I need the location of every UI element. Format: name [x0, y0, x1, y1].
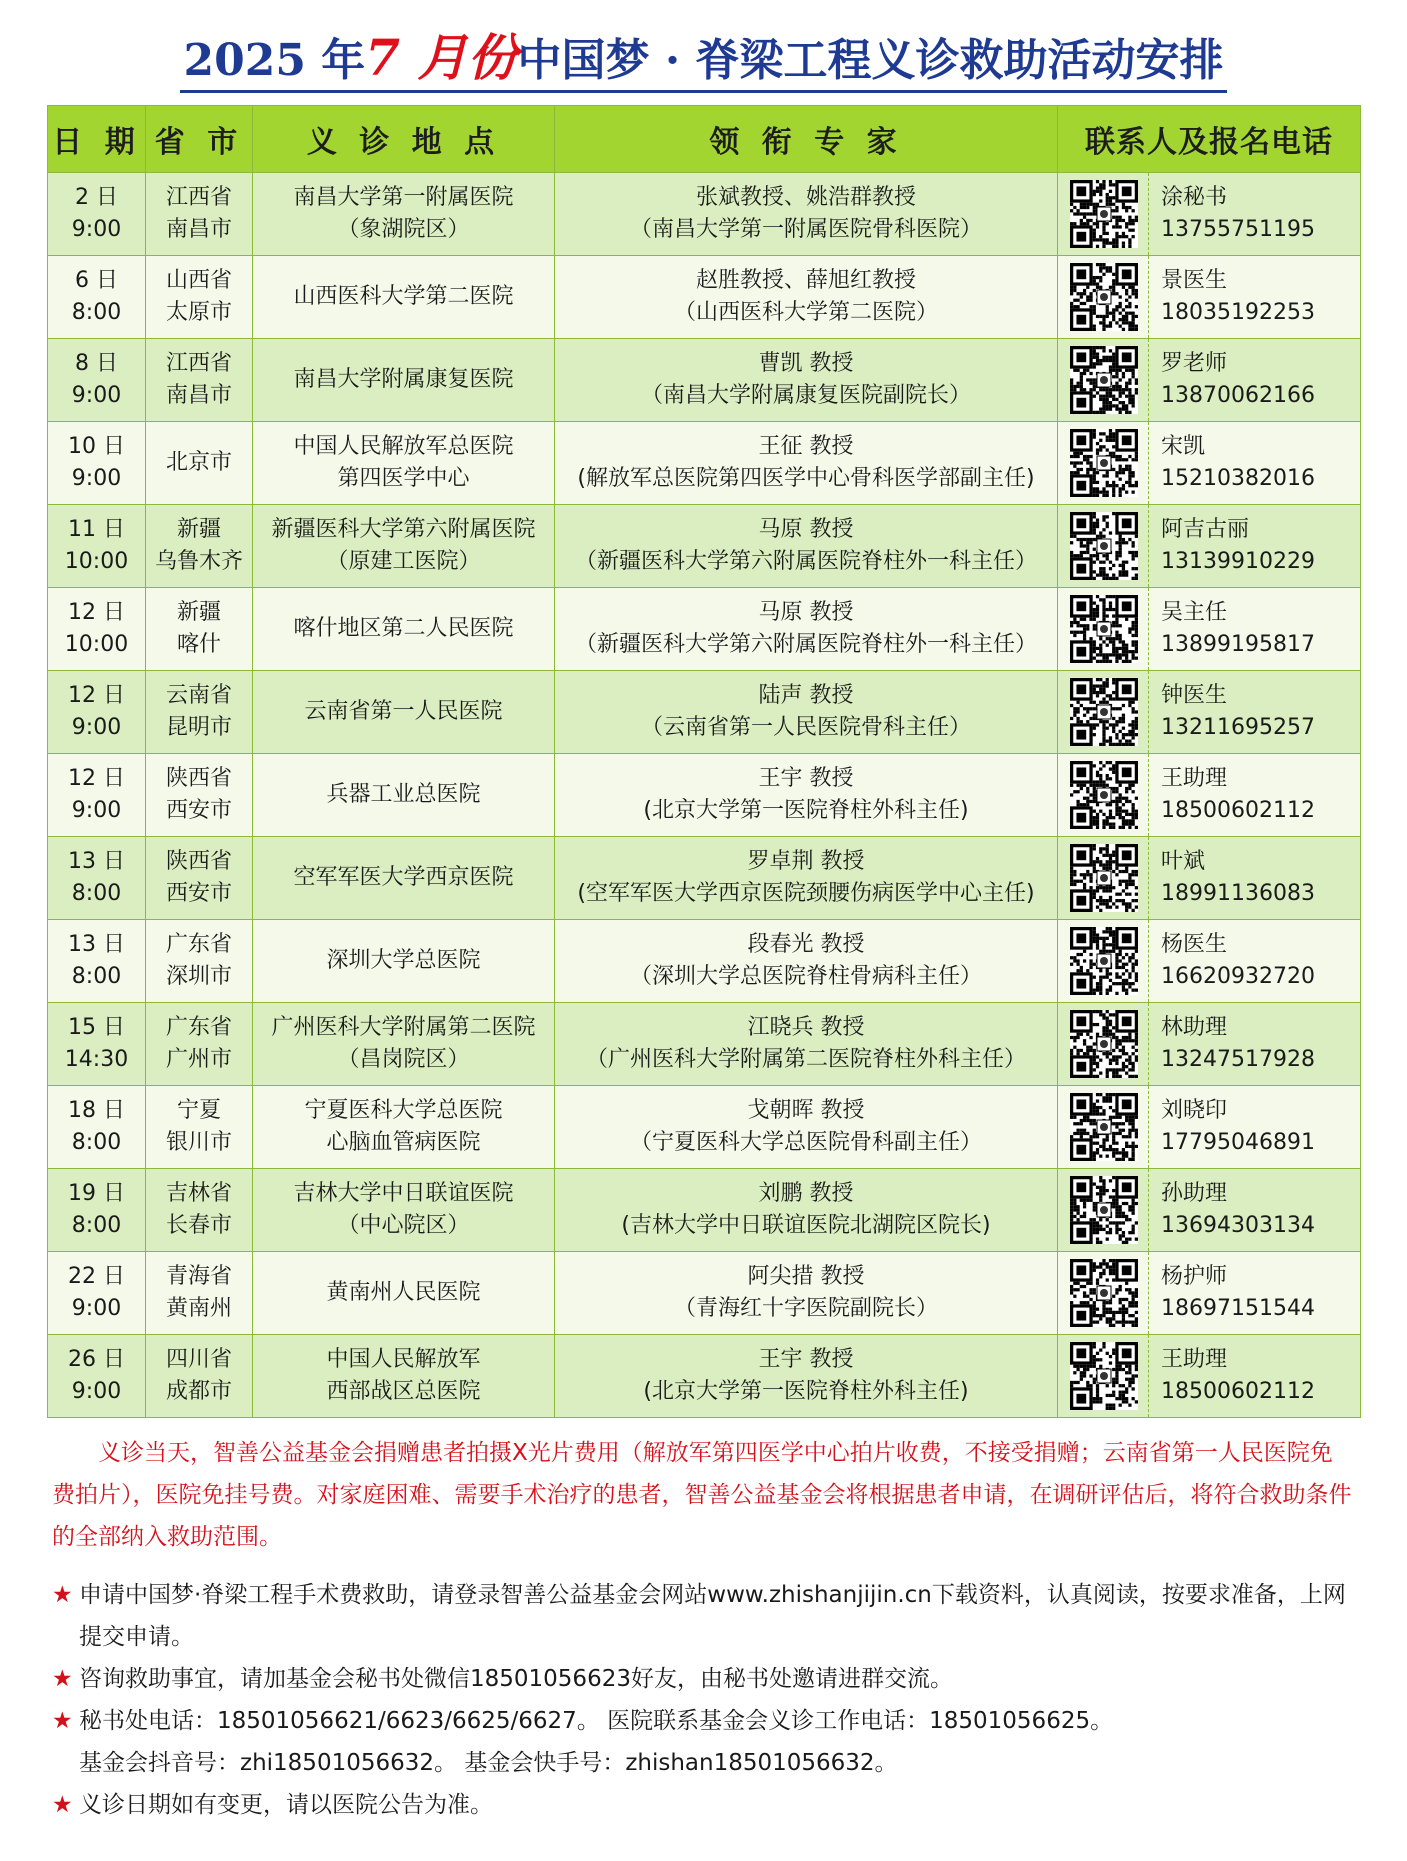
cell-contact [1058, 837, 1361, 920]
cell-contact [1058, 754, 1361, 837]
time: 9:00 [71, 1296, 122, 1321]
contact-name: 林助理 [1161, 1015, 1228, 1040]
city: 南昌市 [165, 383, 232, 408]
location-line1: 中国人民解放军总医院 [293, 434, 514, 459]
time: 8:00 [71, 1213, 122, 1238]
city: 乌鲁木齐 [154, 549, 243, 574]
cell-contact [1058, 505, 1361, 588]
info-item-changes [52, 1784, 1362, 1826]
contact-phone: 13211695257 [1161, 715, 1315, 740]
expert-name: 王宇 教授 [758, 1347, 854, 1372]
qr-code-icon [1070, 429, 1138, 497]
table-row [48, 588, 1361, 671]
time: 9:00 [71, 798, 122, 823]
cell-location [253, 1086, 555, 1169]
contact-phone: 16620932720 [1161, 964, 1315, 989]
cell-contact [1058, 173, 1361, 256]
cell-location [253, 1169, 555, 1252]
province: 山西省 [165, 268, 232, 293]
expert-name: 赵胜教授、薛旭红教授 [695, 268, 916, 293]
time: 8:00 [71, 964, 122, 989]
info-item-social [52, 1742, 1362, 1784]
location-line1: 南昌大学第一附属医院 [293, 185, 514, 210]
cell-expert [555, 754, 1058, 837]
location-line2: 心脑血管病医院 [326, 1130, 481, 1155]
time: 10:00 [64, 549, 129, 574]
city: 南昌市 [165, 217, 232, 242]
table-row [48, 339, 1361, 422]
expert-name: 王征 教授 [758, 434, 854, 459]
contact-phone: 13694303134 [1161, 1213, 1315, 1238]
cell-date [48, 1086, 146, 1169]
cell-date [48, 505, 146, 588]
cell-location [253, 1335, 555, 1418]
expert-title: （宁夏医科大学总医院骨科副主任） [629, 1130, 982, 1155]
cell-expert [555, 173, 1058, 256]
location-line2: （昌岗院区） [337, 1047, 470, 1072]
expert-title: （云南省第一人民医院骨科主任） [640, 715, 971, 740]
cell-province-city [146, 173, 253, 256]
province: 新疆 [176, 600, 221, 625]
table-header-row [48, 106, 1361, 173]
location-line2: （象湖院区） [337, 217, 470, 242]
qr-code-icon [1070, 512, 1138, 580]
location-line1: 新疆医科大学第六附属医院 [271, 517, 536, 542]
contact-phone: 18991136083 [1161, 881, 1315, 906]
cell-date [48, 173, 146, 256]
contact-phone: 17795046891 [1161, 1130, 1315, 1155]
city: 西安市 [165, 881, 232, 906]
cell-expert [555, 1003, 1058, 1086]
contact-name: 孙助理 [1161, 1181, 1228, 1206]
cell-location [253, 837, 555, 920]
expert-title: （南昌大学附属康复医院副院长） [640, 383, 971, 408]
table-row [48, 837, 1361, 920]
header-expert: 领 衔 专 家 [555, 106, 1058, 173]
cell-contact [1058, 422, 1361, 505]
time: 8:00 [71, 300, 122, 325]
table-row [48, 754, 1361, 837]
day: 18 日 [68, 1098, 125, 1123]
expert-title: （深圳大学总医院脊柱骨病科主任） [629, 964, 982, 989]
contact-name: 宋凯 [1161, 434, 1206, 459]
time: 9:00 [71, 715, 122, 740]
city: 深圳市 [165, 964, 232, 989]
table-row [48, 505, 1361, 588]
location-line1: 黄南州人民医院 [326, 1280, 481, 1305]
cell-expert [555, 920, 1058, 1003]
table-row [48, 256, 1361, 339]
contact-phone: 13755751195 [1161, 217, 1315, 242]
cell-expert [555, 837, 1058, 920]
cell-date [48, 1169, 146, 1252]
title-prefix: 2025 年 [183, 35, 366, 86]
expert-title: （新疆医科大学第六附属医院脊柱外一科主任） [574, 549, 1037, 574]
contact-phone: 13899195817 [1161, 632, 1315, 657]
contact-phone: 15210382016 [1161, 466, 1315, 491]
expert-title: (解放军总医院第四医学中心骨科医学部副主任) [577, 466, 1035, 491]
cell-contact [1058, 920, 1361, 1003]
header-date: 日 期 [48, 106, 146, 173]
expert-name: 陆声 教授 [758, 683, 854, 708]
city: 黄南州 [165, 1296, 232, 1321]
qr-code-icon [1070, 1259, 1138, 1327]
cell-contact [1058, 1252, 1361, 1335]
qr-code-icon [1070, 844, 1138, 912]
cell-province-city [146, 422, 253, 505]
province: 北京市 [165, 450, 232, 475]
location-line1: 空军军医大学西京医院 [293, 865, 514, 890]
cell-expert [555, 1086, 1058, 1169]
cell-province-city [146, 1252, 253, 1335]
expert-title: （青海红十字医院副院长） [673, 1296, 938, 1321]
time: 14:30 [64, 1047, 129, 1072]
day: 15 日 [68, 1015, 125, 1040]
cell-expert [555, 339, 1058, 422]
expert-name: 王宇 教授 [758, 766, 854, 791]
contact-name: 罗老师 [1161, 351, 1228, 376]
contact-name: 叶斌 [1161, 849, 1206, 874]
city: 银川市 [165, 1130, 232, 1155]
cell-location [253, 920, 555, 1003]
location-line2: 西部战区总医院 [326, 1379, 481, 1404]
title-month: 7 月份 [365, 28, 518, 87]
qr-code-icon [1070, 346, 1138, 414]
table-row [48, 1169, 1361, 1252]
cell-province-city [146, 754, 253, 837]
day: 26 日 [68, 1347, 125, 1372]
expert-name: 张斌教授、姚浩群教授 [695, 185, 916, 210]
location-line2: 第四医学中心 [337, 466, 470, 491]
location-line1: 喀什地区第二人民医院 [293, 616, 514, 641]
cell-date [48, 256, 146, 339]
day: 12 日 [68, 766, 125, 791]
cell-province-city [146, 1003, 253, 1086]
table-row [48, 1003, 1361, 1086]
cell-expert [555, 1252, 1058, 1335]
time: 9:00 [71, 466, 122, 491]
qr-code-icon [1070, 1093, 1138, 1161]
province: 陕西省 [165, 766, 232, 791]
cell-location [253, 505, 555, 588]
contact-name: 王助理 [1161, 1347, 1228, 1372]
expert-title: （山西医科大学第二医院） [673, 300, 938, 325]
location-line2: （中心院区） [337, 1213, 470, 1238]
qr-code-icon [1070, 180, 1138, 248]
qr-code-icon [1070, 1176, 1138, 1244]
province: 陕西省 [165, 849, 232, 874]
province: 江西省 [165, 185, 232, 210]
contact-phone: 18500602112 [1161, 798, 1315, 823]
cell-province-city [146, 1086, 253, 1169]
info-text: 申请中国梦·脊梁工程手术费救助，请登录智善公益基金会网站www.zhishanjijin.cn下载资料，认真阅读，按要求准备，上网提交申请。 [79, 1582, 1346, 1650]
day: 2 日 [75, 185, 118, 210]
info-text: 义诊日期如有变更，请以医院公告为准。 [79, 1792, 493, 1818]
province: 广东省 [165, 1015, 232, 1040]
contact-name: 吴主任 [1161, 600, 1228, 625]
cell-province-city [146, 671, 253, 754]
day: 13 日 [68, 932, 125, 957]
info-text: 基金会抖音号：zhi18501056632。 基金会快手号：zhishan18501056632。 [79, 1750, 898, 1776]
expert-name: 江晓兵 教授 [747, 1015, 865, 1040]
cell-date [48, 837, 146, 920]
contact-name: 涂秘书 [1161, 185, 1228, 210]
expert-name: 戈朝晖 教授 [747, 1098, 865, 1123]
contact-name: 杨护师 [1161, 1264, 1228, 1289]
info-text: 咨询救助事宜，请加基金会秘书处微信18501056623好友，由秘书处邀请进群交流。 [79, 1666, 953, 1692]
info-list [52, 1574, 1362, 1826]
cell-expert [555, 1335, 1058, 1418]
cell-location [253, 671, 555, 754]
expert-name: 马原 教授 [758, 600, 854, 625]
province: 云南省 [165, 683, 232, 708]
day: 11 日 [68, 517, 125, 542]
city: 广州市 [165, 1047, 232, 1072]
cell-location [253, 339, 555, 422]
cell-contact [1058, 339, 1361, 422]
cell-location [253, 256, 555, 339]
cell-province-city [146, 920, 253, 1003]
city: 长春市 [165, 1213, 232, 1238]
table-row [48, 1335, 1361, 1418]
contact-name: 杨医生 [1161, 932, 1228, 957]
province: 江西省 [165, 351, 232, 376]
star-icon: ★ [52, 1582, 73, 1608]
province: 吉林省 [165, 1181, 232, 1206]
notice-paragraph: 义诊当天，智善公益基金会捐赠患者拍摄X光片费用（解放军第四医学中心拍片收费，不接受捐赠；云南省第一人民医院免费拍片），医院免挂号费。对家庭困难、需要手术治疗的患者，智善公益基金会将根据患者申请，在调研评估后，将符合救助条件的全部纳入救助范围。 [52, 1440, 1352, 1550]
expert-name: 马原 教授 [758, 517, 854, 542]
location-line1: 广州医科大学附属第二医院 [271, 1015, 536, 1040]
expert-title: (空军军医大学西京医院颈腰伤病医学中心主任) [577, 881, 1035, 906]
province: 宁夏 [176, 1098, 221, 1123]
cell-date [48, 339, 146, 422]
location-line1: 兵器工业总医院 [326, 782, 481, 807]
contact-phone: 18697151544 [1161, 1296, 1315, 1321]
table-row [48, 422, 1361, 505]
cell-expert [555, 422, 1058, 505]
location-line1: 山西医科大学第二医院 [293, 284, 514, 309]
contact-name: 阿吉古丽 [1161, 517, 1250, 542]
cell-date [48, 1252, 146, 1335]
cell-location [253, 754, 555, 837]
table-row [48, 173, 1361, 256]
day: 12 日 [68, 683, 125, 708]
cell-date [48, 1003, 146, 1086]
city: 喀什 [176, 632, 221, 657]
page-title-text [180, 28, 1228, 93]
day: 6 日 [75, 268, 118, 293]
qr-code-icon [1070, 927, 1138, 995]
day: 13 日 [68, 849, 125, 874]
star-icon: ★ [52, 1792, 73, 1818]
cell-contact [1058, 1335, 1361, 1418]
province: 广东省 [165, 932, 232, 957]
expert-title: （南昌大学第一附属医院骨科医院） [629, 217, 982, 242]
time: 9:00 [71, 383, 122, 408]
location-line1: 深圳大学总医院 [326, 948, 481, 973]
qr-code-icon [1070, 1010, 1138, 1078]
expert-name: 阿尖措 教授 [747, 1264, 865, 1289]
schedule-table [47, 105, 1361, 1418]
header-location: 义 诊 地 点 [253, 106, 555, 173]
city: 昆明市 [165, 715, 232, 740]
cell-location [253, 422, 555, 505]
cell-province-city [146, 339, 253, 422]
time: 8:00 [71, 1130, 122, 1155]
cell-province-city [146, 588, 253, 671]
city: 太原市 [165, 300, 232, 325]
contact-phone: 13247517928 [1161, 1047, 1315, 1072]
qr-code-icon [1070, 263, 1138, 331]
expert-title: (北京大学第一医院脊柱外科主任) [643, 1379, 969, 1404]
contact-name: 刘晓印 [1161, 1098, 1228, 1123]
expert-name: 曹凯 教授 [758, 351, 854, 376]
cell-expert [555, 1169, 1058, 1252]
cell-province-city [146, 505, 253, 588]
contact-phone: 18500602112 [1161, 1379, 1315, 1404]
cell-contact [1058, 1169, 1361, 1252]
cell-contact [1058, 256, 1361, 339]
cell-province-city [146, 256, 253, 339]
info-item-phones [52, 1700, 1362, 1742]
location-line1: 南昌大学附属康复医院 [293, 367, 514, 392]
time: 9:00 [71, 1379, 122, 1404]
time: 8:00 [71, 881, 122, 906]
star-icon: ★ [52, 1708, 73, 1734]
table-row [48, 920, 1361, 1003]
contact-name: 钟医生 [1161, 683, 1228, 708]
title-suffix: 中国梦 · 脊梁工程义诊救助活动安排 [517, 35, 1224, 86]
info-item-apply [52, 1574, 1362, 1658]
cell-expert [555, 588, 1058, 671]
day: 8 日 [75, 351, 118, 376]
table-row [48, 1252, 1361, 1335]
qr-code-icon [1070, 595, 1138, 663]
cell-contact [1058, 588, 1361, 671]
expert-title: （广州医科大学附属第二医院脊柱外科主任） [585, 1047, 1026, 1072]
qr-code-icon [1070, 761, 1138, 829]
location-line1: 中国人民解放军 [326, 1347, 481, 1372]
star-icon: ★ [52, 1666, 73, 1692]
cell-expert [555, 671, 1058, 754]
cell-contact [1058, 1086, 1361, 1169]
expert-title: (北京大学第一医院脊柱外科主任) [643, 798, 969, 823]
cell-date [48, 588, 146, 671]
province: 青海省 [165, 1264, 232, 1289]
day: 19 日 [68, 1181, 125, 1206]
city: 成都市 [165, 1379, 232, 1404]
location-line1: 宁夏医科大学总医院 [304, 1098, 503, 1123]
cell-date [48, 422, 146, 505]
expert-name: 罗卓荆 教授 [747, 849, 865, 874]
day: 12 日 [68, 600, 125, 625]
province: 四川省 [165, 1347, 232, 1372]
cell-date [48, 1335, 146, 1418]
qr-code-icon [1070, 678, 1138, 746]
expert-title: (吉林大学中日联谊医院北湖院区院长) [621, 1213, 991, 1238]
table-row [48, 671, 1361, 754]
cell-date [48, 920, 146, 1003]
table-row [48, 1086, 1361, 1169]
expert-name: 段春光 教授 [747, 932, 865, 957]
info-text: 秘书处电话：18501056621/6623/6625/6627。 医院联系基金会义诊工作电话：18501056625。 [79, 1708, 1114, 1734]
expert-title: （新疆医科大学第六附属医院脊柱外一科主任） [574, 632, 1037, 657]
contact-name: 王助理 [1161, 766, 1228, 791]
cell-province-city [146, 837, 253, 920]
cell-location [253, 1252, 555, 1335]
header-province-city: 省 市 [146, 106, 253, 173]
expert-name: 刘鹏 教授 [758, 1181, 854, 1206]
contact-phone: 13139910229 [1161, 549, 1315, 574]
cell-location [253, 173, 555, 256]
cell-contact [1058, 1003, 1361, 1086]
city: 西安市 [165, 798, 232, 823]
cell-location [253, 1003, 555, 1086]
location-line1: 吉林大学中日联谊医院 [293, 1181, 514, 1206]
day: 10 日 [68, 434, 125, 459]
cell-contact [1058, 671, 1361, 754]
page-title [0, 18, 1407, 90]
header-contact: 联系人及报名电话 [1058, 106, 1361, 173]
cell-date [48, 671, 146, 754]
province: 新疆 [176, 517, 221, 542]
location-line2: （原建工医院） [326, 549, 481, 574]
cell-expert [555, 505, 1058, 588]
cell-date [48, 754, 146, 837]
cell-location [253, 588, 555, 671]
cell-province-city [146, 1169, 253, 1252]
qr-code-icon [1070, 1342, 1138, 1410]
time: 9:00 [71, 217, 122, 242]
time: 10:00 [64, 632, 129, 657]
info-item-consult [52, 1658, 1362, 1700]
contact-name: 景医生 [1161, 268, 1228, 293]
day: 22 日 [68, 1264, 125, 1289]
cell-province-city [146, 1335, 253, 1418]
contact-phone: 13870062166 [1161, 383, 1315, 408]
cell-expert [555, 256, 1058, 339]
contact-phone: 18035192253 [1161, 300, 1315, 325]
location-line1: 云南省第一人民医院 [304, 699, 503, 724]
